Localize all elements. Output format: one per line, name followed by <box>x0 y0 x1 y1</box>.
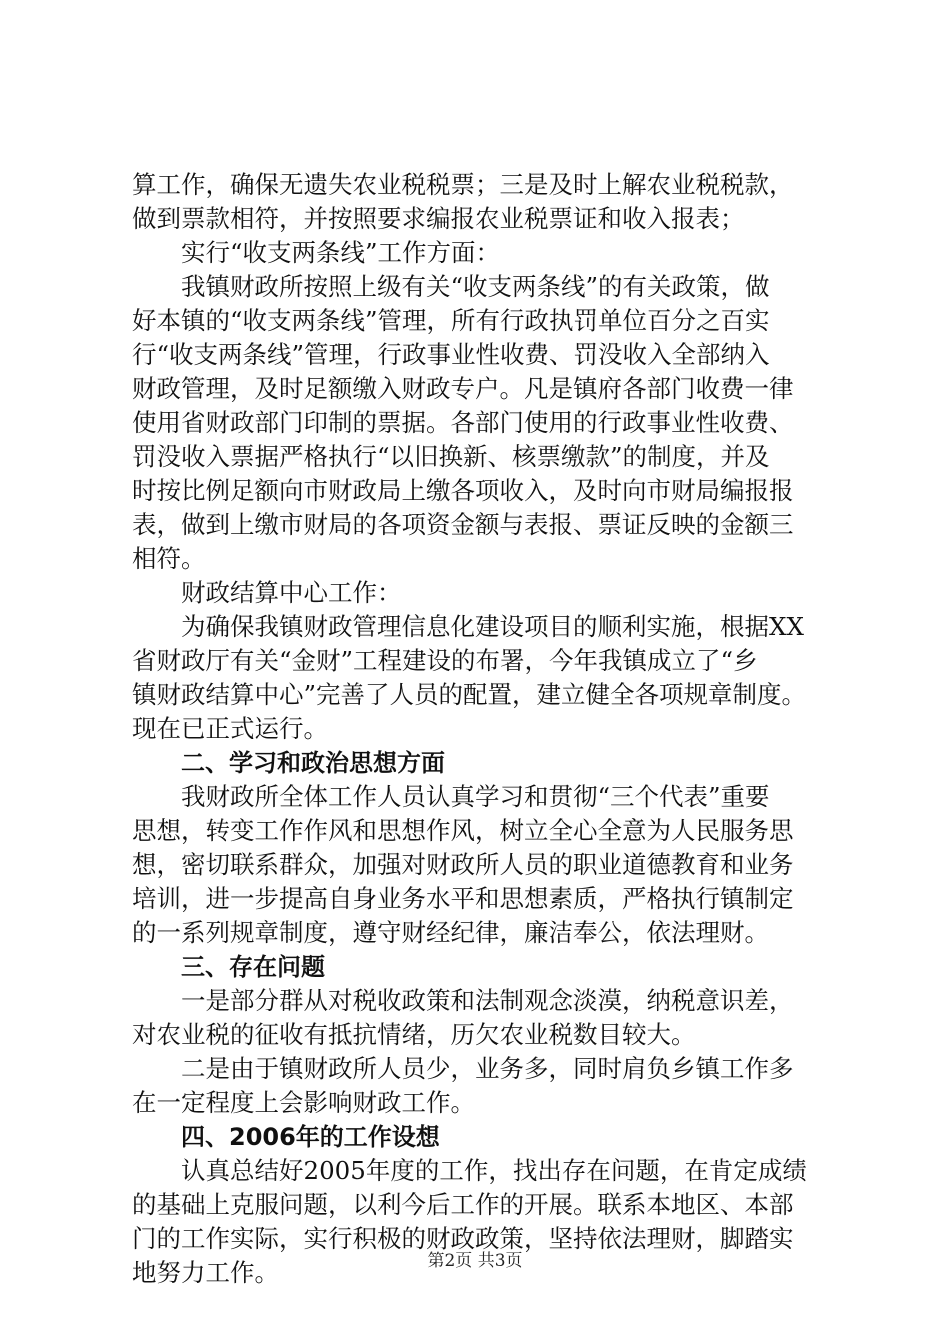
section-subheading: 实行“收支两条线”工作方面： <box>181 238 501 267</box>
paragraph-line: 二是由于镇财政所人员少，业务多，同时肩负乡镇工作多 <box>181 1054 794 1083</box>
paragraph-line: 思想，转变工作作风和思想作风，树立全心全意为人民服务思 <box>132 816 794 845</box>
section-heading: 二、学习和政治思想方面 <box>181 749 445 777</box>
paragraph-line: 现在已正式运行。 <box>132 714 328 743</box>
paragraph-line: 门的工作实际，实行积极的财政政策，坚持依法理财，脚踏实 <box>132 1224 794 1253</box>
paragraph-line: 相符。 <box>132 544 206 573</box>
paragraph-line: 罚没收入票据严格执行“以旧换新、核票缴款”的制度，并及 <box>132 442 770 471</box>
paragraph-line: 培训，进一步提高自身业务水平和思想素质，严格执行镇制定 <box>132 884 794 913</box>
paragraph-line: 时按比例足额向市财政局上缴各项收入，及时向市财局编报报 <box>132 476 794 505</box>
paragraph-line: 想，密切联系群众，加强对财政所人员的职业道德教育和业务 <box>132 850 794 879</box>
paragraph-line: 我镇财政所按照上级有关“收支两条线”的有关政策，做 <box>181 272 770 301</box>
section-heading: 三、存在问题 <box>181 953 325 981</box>
section-subheading: 财政结算中心工作： <box>181 578 402 607</box>
paragraph-line: 的一系列规章制度，遵守财经纪律，廉洁奉公，依法理财。 <box>132 918 769 947</box>
paragraph-line: 表，做到上缴市财局的各项资金额与表报、票证反映的金额三 <box>132 510 794 539</box>
paragraph-line: 在一定程度上会影响财政工作。 <box>132 1088 475 1117</box>
paragraph-line: 做到票款相符，并按照要求编报农业税票证和收入报表； <box>132 204 745 233</box>
paragraph-line: 为确保我镇财政管理信息化建设项目的顺利实施，根据XX <box>181 612 804 641</box>
paragraph-line: 对农业税的征收有抵抗情绪，历欠农业税数目较大。 <box>132 1020 696 1049</box>
paragraph-line: 镇财政结算中心”完善了人员的配置，建立健全各项规章制度。 <box>132 680 807 709</box>
paragraph-line: 地努力工作。 <box>132 1258 279 1287</box>
section-heading: 四、2006年的工作设想 <box>181 1123 440 1151</box>
page-number-footer: 第2页 共3页 <box>427 1251 523 1271</box>
paragraph-line: 我财政所全体工作人员认真学习和贯彻“三个代表”重要 <box>181 782 770 811</box>
paragraph-line: 的基础上克服问题，以利今后工作的开展。联系本地区、本部 <box>132 1190 794 1219</box>
paragraph-line: 一是部分群从对税收政策和法制观念淡漠，纳税意识差， <box>181 986 794 1015</box>
paragraph-line: 好本镇的“收支两条线”管理，所有行政执罚单位百分之百实 <box>132 306 770 335</box>
paragraph-line: 省财政厅有关“金财”工程建设的布署，今年我镇成立了“乡 <box>132 646 758 675</box>
paragraph-line: 算工作，确保无遗失农业税税票；三是及时上解农业税税款， <box>132 170 794 199</box>
paragraph-line: 财政管理，及时足额缴入财政专户。凡是镇府各部门收费一律 <box>132 374 794 403</box>
paragraph-line: 使用省财政部门印制的票据。各部门使用的行政事业性收费、 <box>132 408 794 437</box>
paragraph-line: 行“收支两条线”管理，行政事业性收费、罚没收入全部纳入 <box>132 340 770 369</box>
paragraph-line: 认真总结好2005年度的工作，找出存在问题，在肯定成绩 <box>181 1156 807 1185</box>
